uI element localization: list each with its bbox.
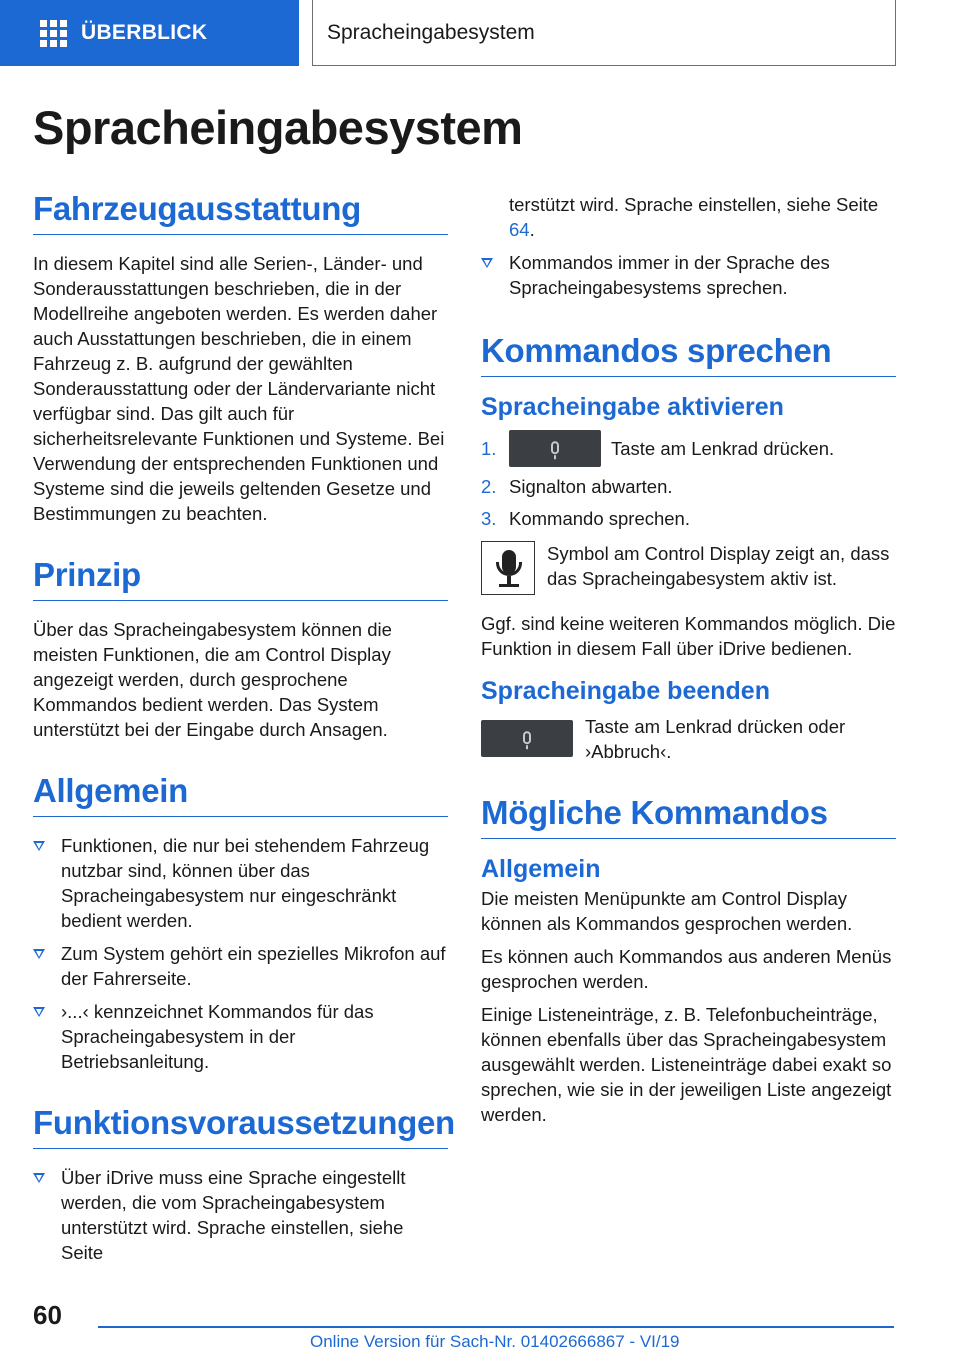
symbol-description: Symbol am Control Display zeigt an, dass das Spracheingabesystem aktiv ist. bbox=[547, 543, 890, 589]
step-item: 2. Signalton abwarten. bbox=[481, 476, 673, 497]
end-description: Taste am Lenkrad drücken oder ›Abbruch‹. bbox=[585, 716, 846, 762]
list-item: Zum System gehört ein spezielles Mikrofon auf der Fahrerseite. bbox=[33, 941, 448, 991]
heading-prinzip: Prinzip bbox=[33, 556, 448, 601]
list-allgemein bbox=[33, 833, 448, 1074]
end-row bbox=[481, 714, 896, 764]
steering-wheel-voice-button-icon bbox=[481, 720, 573, 757]
microphone-icon bbox=[551, 441, 559, 454]
heading-spracheingabe-aktivieren: Spracheingabe aktivieren bbox=[481, 393, 784, 421]
heading-allgemein: Allgemein bbox=[33, 772, 448, 817]
section-kommandos-sprechen bbox=[481, 332, 896, 764]
list-item: Kommandos immer in der Sprache des Spracheingabesystems sprechen. bbox=[481, 250, 896, 300]
triangle-bullet-icon bbox=[33, 1173, 45, 1183]
tab-current-section[interactable] bbox=[312, 0, 896, 66]
page-number: 60 bbox=[33, 1300, 62, 1330]
list-item: ›...‹ kennzeichnet Kommandos für das Spracheingabesystem in der Betriebsanleitung. bbox=[33, 999, 448, 1074]
heading-moegliche-kommandos: Mögliche Kommandos bbox=[481, 794, 896, 839]
list-item-continued: terstützt wird. Sprache einstellen, siehe Seite 64. bbox=[509, 194, 879, 240]
step-item: 3. Kommando sprechen. bbox=[481, 508, 690, 529]
heading-fahrzeugausstattung: Fahrzeugausstattung bbox=[33, 190, 448, 235]
list-voraussetzungen-continued bbox=[481, 192, 896, 300]
paragraph-fahrzeugausstattung: In diesem Kapitel sind alle Serien-, Länder- und Sonderausstattungen beschrieben, die in der Modellreihe angeboten werden. Es werden daher auch Ausstattungen beschrieben, die in einem Fahrzeug z. B. aufgrund der gewählten Sonderausstattung oder der Ländervariante nicht verfügbar sind. Das gilt auch für sicherheitsrelevante Funktionen und Systeme. Bei Verwendung der entsprechenden Funktionen und Systeme sind die jeweils geltenden Gesetze und Bestimmungen zu beachten. bbox=[33, 253, 445, 524]
heading-kommandos-sprechen: Kommandos sprechen bbox=[481, 332, 896, 377]
steering-wheel-voice-button-icon bbox=[509, 430, 601, 467]
paragraph-prinzip: Über das Spracheingabesystem können die meisten Funktionen, die am Control Display angezeigt werden, durch gesprochene Kommandos bedient werden. Das System unterstützt bei der Eingabe durch Ansagen. bbox=[33, 619, 392, 740]
microphone-icon bbox=[523, 731, 531, 744]
list-item: Funktionen, die nur bei stehendem Fahrzeug nutzbar sind, können über das Spracheingabesystem nur eingeschränkt bedient werden. bbox=[33, 833, 448, 933]
steps-aktivieren bbox=[481, 430, 896, 531]
right-column bbox=[481, 192, 896, 1127]
page-link-64[interactable]: 64 bbox=[509, 219, 530, 240]
grid-menu-icon bbox=[40, 20, 67, 47]
symbol-row bbox=[481, 541, 896, 595]
left-column bbox=[33, 190, 455, 1295]
list-voraussetzungen bbox=[33, 1165, 448, 1265]
microphone-active-symbol-icon bbox=[481, 541, 535, 595]
section-allgemein bbox=[33, 772, 448, 1074]
section-moegliche-kommandos bbox=[481, 794, 896, 1127]
heading-allgemein-sub: Allgemein bbox=[481, 855, 601, 883]
heading-funktionsvoraussetzungen: Funktionsvoraussetzungen bbox=[33, 1104, 448, 1149]
heading-spracheingabe-beenden: Spracheingabe beenden bbox=[481, 677, 770, 705]
paragraph-2: Es können auch Kommandos aus anderen Menüs gesprochen werden. bbox=[481, 946, 892, 992]
triangle-bullet-icon bbox=[33, 841, 45, 851]
tab-overview[interactable] bbox=[0, 0, 299, 66]
paragraph-3: Einige Listeneinträge, z. B. Telefonbucheinträge, können ebenfalls über das Spracheingabesystem ausgewählt werden. Listeneinträge dabei exakt so sprechen, wie sie in der jeweiligen Liste angezeigt werden. bbox=[481, 1004, 892, 1125]
section-prinzip bbox=[33, 556, 448, 742]
tab-section-label: Spracheingabesystem bbox=[327, 20, 535, 44]
section-funktionsvoraussetzungen bbox=[33, 1104, 455, 1265]
triangle-bullet-icon bbox=[33, 1007, 45, 1017]
top-navigation-bar bbox=[0, 0, 960, 66]
page-title: Spracheingabesystem bbox=[33, 101, 523, 154]
paragraph-1: Die meisten Menüpunkte am Control Display können als Kommandos gesprochen werden. bbox=[481, 888, 853, 934]
step-item: 1. Taste am Lenkrad drücken. bbox=[481, 430, 896, 467]
list-item: Über iDrive muss eine Sprache eingestellt werden, die vom Spracheingabesystem unterstützt wird. Sprache einstellen, siehe Seite bbox=[33, 1165, 448, 1265]
footer-version-text: Online Version für Sach-Nr. 01402666867 - VI/19 bbox=[310, 1332, 680, 1351]
triangle-bullet-icon bbox=[33, 949, 45, 959]
triangle-bullet-icon bbox=[481, 258, 493, 268]
footer-divider bbox=[98, 1326, 894, 1328]
tab-overview-label: ÜBERBLICK bbox=[81, 21, 208, 44]
note-text: Ggf. sind keine weiteren Kommandos möglich. Die Funktion in diesem Fall über iDrive bedienen. bbox=[481, 613, 896, 659]
section-fahrzeugausstattung bbox=[33, 190, 448, 526]
